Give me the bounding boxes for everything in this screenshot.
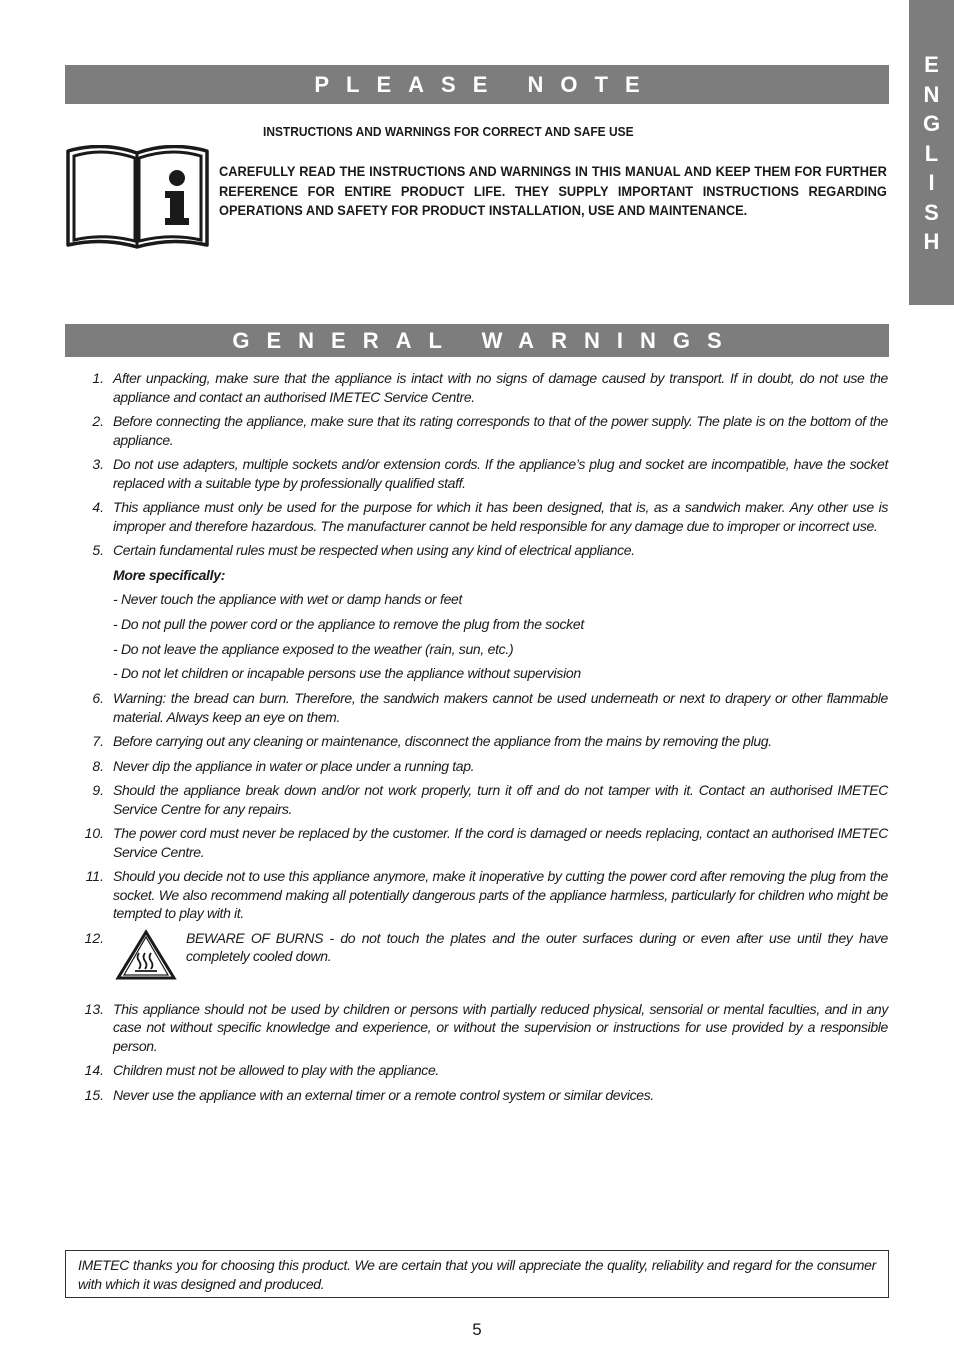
- warning-text: Warning: the bread can burn. Therefore, the sandwich makers cannot be used underneath or next to drapery or other flammable material. Always keep an eye on them.: [113, 690, 888, 725]
- language-letter: L: [924, 140, 939, 166]
- burn-warning-item: [80, 929, 888, 981]
- info-manual-icon: [65, 145, 211, 249]
- warning-text: This appliance must only be used for the purpose for which it has been designed, that is, as a sandwich maker. Any other use is improper and therefore hazardous. The manufacturer cannot be held responsible for any damage due to improper or incorrect use.: [113, 499, 888, 534]
- careful-read-notice: [219, 162, 887, 221]
- warning-number: 8.: [92, 757, 104, 774]
- warning-number: 2.: [92, 413, 104, 429]
- general-warnings-banner: GENERAL WARNINGS: [65, 324, 889, 357]
- warning-text: Children must not be allowed to play with the appliance.: [113, 1062, 439, 1079]
- language-letter: N: [923, 81, 940, 107]
- more-specifically-label: More specifically:: [113, 566, 226, 583]
- warning-item: [80, 1086, 888, 1105]
- warning-text: Never dip the appliance in water or place under a running tap.: [113, 757, 475, 774]
- sub-rule: - Do not leave the appliance exposed to the weather (rain, sun, etc.): [113, 640, 514, 657]
- sub-rule: - Do not let children or incapable persons use the appliance without supervision: [113, 665, 581, 682]
- warning-number: 14.: [84, 1062, 104, 1079]
- warning-number: 15.: [84, 1086, 104, 1103]
- warning-text: The power cord must never be replaced by the customer. If the cord is damaged or needs replacing, contact an authorised IMETEC Service Centre.: [113, 825, 888, 860]
- warning-item: [80, 824, 888, 861]
- warning-number: 11.: [85, 868, 104, 885]
- warning-item: [80, 455, 888, 492]
- warning-item: [80, 867, 888, 923]
- warning-number: 4.: [92, 499, 104, 515]
- warning-number: 6.: [92, 690, 104, 707]
- language-tab: [909, 0, 954, 305]
- warning-text: Should the appliance break down and/or not work properly, turn it off and do not tamper with it. Contact an authorised IMETEC Service Centre for any repairs.: [113, 782, 888, 817]
- warning-item: [80, 689, 888, 726]
- warning-item: [80, 412, 888, 449]
- language-letter: I: [928, 170, 935, 195]
- language-letter: G: [922, 111, 941, 136]
- language-letter: H: [923, 229, 940, 254]
- warning-number: 3.: [92, 456, 104, 472]
- warning-text: This appliance should not be used by children or persons with partially reduced physical, sensorial or mental faculties, and in any case not without specific knowledge and experience, or without the supervision or instructions for use provided by a responsible person.: [113, 1000, 888, 1054]
- warning-item: [80, 369, 888, 406]
- warning-number: 13.: [84, 1000, 104, 1017]
- warnings-list: [80, 369, 888, 1110]
- warning-text: Before carrying out any cleaning or maintenance, disconnect the appliance from the mains by removing the plug.: [113, 733, 772, 750]
- warning-number: 1.: [92, 370, 104, 386]
- hot-surface-warning-icon: [115, 929, 177, 981]
- warning-item: [80, 541, 888, 560]
- please-note-banner: PLEASE NOTE: [65, 65, 889, 104]
- warning-text: Should you decide not to use this appliance anymore, make it inoperative by cutting the power cord after removing the plug from the socket. We also recommend making all potentially dangerous parts of the appliance harmless, particularly for children who might be tempted to play with it.: [113, 868, 888, 922]
- warning-text: Certain fundamental rules must be respected when using any kind of electrical appliance.: [113, 542, 635, 558]
- warning-text: Before connecting the appliance, make sure that its rating corresponds to that of the power supply. The plate is on the bottom of the appliance.: [113, 413, 888, 448]
- warning-text: BEWARE OF BURNS - do not touch the plates and the outer surfaces during or even after use until they have completely cooled down.: [186, 929, 888, 965]
- warning-text: After unpacking, make sure that the appliance is intact with no signs of damage caused by transport. If in doubt, do not use the appliance and contact an authorised IMETEC Service Centre.: [113, 370, 888, 405]
- warning-item: [80, 1000, 888, 1056]
- warning-item: [80, 781, 888, 818]
- careful-read-text: CAREFULLY READ THE INSTRUCTIONS AND WARNINGS IN THIS MANUAL AND KEEP THEM FOR FURTHER REFERENCE FOR ENTIRE PRODUCT LIFE. THEY SUPPLY IMPORTANT INSTRUCTIONS REGARDING OPERATIONS AND SAFETY FOR PRODUCT INSTALLATION, USE AND MAINTENANCE.: [219, 164, 887, 218]
- language-letter: E: [924, 52, 939, 77]
- sub-rule: - Do not pull the power cord or the appliance to remove the plug from the socket: [113, 615, 584, 632]
- language-letter: S: [924, 199, 939, 225]
- warning-number: 7.: [92, 733, 104, 750]
- warning-item: [80, 757, 888, 776]
- warning-item: [80, 1061, 888, 1080]
- instructions-title: INSTRUCTIONS AND WARNINGS FOR CORRECT AND SAFE USE: [263, 124, 634, 139]
- thank-you-box: IMETEC thanks you for choosing this product. We are certain that you will appreciate the quality, reliability and regard for the consumer with which it was designed and produced.: [65, 1250, 889, 1298]
- warning-item: [80, 732, 888, 751]
- warning-item: [80, 498, 888, 535]
- warning-number: 12.: [84, 929, 104, 946]
- warning-number: 10.: [84, 825, 104, 842]
- warning-text: Never use the appliance with an external timer or a remote control system or similar devices.: [113, 1086, 654, 1103]
- page-number: 5: [472, 1320, 482, 1339]
- warning-number: 5.: [92, 542, 104, 558]
- sub-rule: - Never touch the appliance with wet or damp hands or feet: [113, 591, 463, 607]
- warning-number: 9.: [92, 782, 104, 799]
- warning-text: Do not use adapters, multiple sockets and/or extension cords. If the appliance’s plug and socket are incompatible, have the socket replaced with a suitable type by professionally qualified staff.: [113, 456, 888, 491]
